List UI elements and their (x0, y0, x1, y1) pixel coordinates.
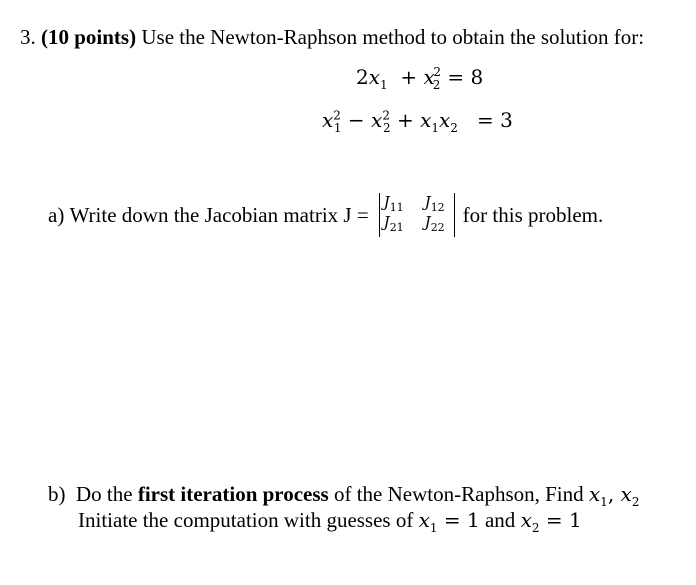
part-b-label: b) (48, 482, 66, 506)
question-points: (10 points) (41, 25, 137, 49)
part-b-bold: first iteration process (137, 482, 329, 506)
question-prompt: Use the Newton-Raphson method to obtain the solution for: (141, 25, 645, 49)
part-b-line-2 (78, 508, 582, 535)
equation-2-rhs: = 3 (477, 108, 513, 132)
question-header (20, 25, 644, 50)
jacobian-matrix (377, 193, 457, 237)
x2-guess: $x_2 = 1$ (520, 508, 582, 535)
matrix-right-bar (454, 193, 455, 237)
guess-and: and (484, 508, 516, 532)
part-a-text-before: Write down the Jacobian matrix J = (69, 202, 369, 227)
part-b-text-1: Do the (76, 482, 133, 506)
part-b-unknowns: $x_1$, $x_2$ (588, 482, 640, 509)
question-number: 3. (20, 25, 36, 49)
part-a (48, 193, 603, 237)
part-b-line-1 (48, 482, 639, 509)
matrix-cell-j21: $J_{21}$ (383, 213, 404, 234)
matrix-left-bar (379, 193, 380, 237)
equation-2: $x^2_1 - x^2_2 + x_1x_2$ = 3 (322, 108, 513, 135)
part-b-text-2: of the Newton-Raphson, Find (333, 482, 584, 506)
matrix-cell-j11: $J_{11}$ (383, 193, 404, 214)
x1-guess: $x_1 = 1$ (418, 508, 480, 535)
equation-1-rhs: = 8 (447, 65, 484, 89)
part-a-label: a) (48, 202, 65, 227)
matrix-cell-j22: $J_{22}$ (424, 213, 445, 234)
matrix-cell-j12: $J_{12}$ (424, 193, 445, 214)
part-a-text-after: for this problem. (462, 202, 604, 227)
part-b-line2-text: Initiate the computation with guesses of (78, 508, 414, 532)
equation-1: $2x_1 + x_2^2 = 8$ (356, 65, 484, 92)
